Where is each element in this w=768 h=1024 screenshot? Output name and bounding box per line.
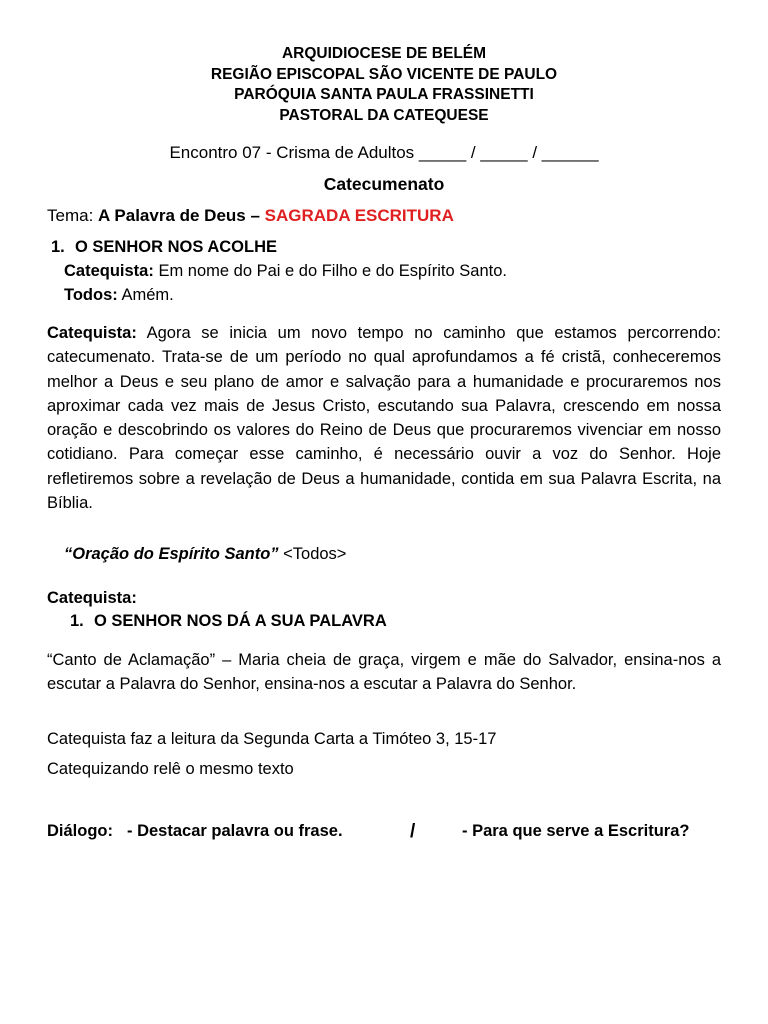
all-text: Amém. [117,286,174,304]
section2-speaker: Catequista: [47,589,137,607]
header-archdiocese: ARQUIDIOCESE DE BELÉM [281,45,487,62]
section2-title: O SENHOR NOS DÁ A SUA PALAVRA [94,612,387,630]
dialogue-separator: / [410,821,416,842]
dialogue-item1: - Destacar palavra ou frase. [127,822,343,840]
intro-text: Agora se inicia um novo tempo no caminho que estamos percorrendo: catecumenato. Trata-se de um período no qual aprofundamos a fé cristã, conheceremos melhor a Deus e seu plano de amor e salvação para a humanidade e procuraremos nos aproximar cada vez mais de Jesus Cristo, escutando sua Palavra, crescendo em nossa oração e descobrindo os valores do Reino de Deus que procuraremos vivenciar em nosso cotidiano. Para começar esse caminho, é necessário ouvir a voz do Senhor. Hoje refletiremos sobre a revelação de Deus a humanidade, contida em sua Palavra Escrita, na Bíblia. [47,324,721,513]
document-header [0,44,768,126]
theme-bold: A Palavra de Deus – [98,206,265,225]
section1-number: 1. [51,238,65,256]
header-region: REGIÃO EPISCOPAL SÃO VICENTE DE PAULO [210,65,558,83]
catechist-text: Em nome do Pai e do Filho e do Espírito Santo. [153,262,507,280]
section2-heading [70,610,387,633]
page-title: Catecumenato [323,174,445,194]
catechist-speaker: Catequista: [64,262,154,280]
section1-heading [51,236,277,259]
theme-red: SAGRADA ESCRITURA [264,206,454,225]
intro-paragraph [47,321,721,515]
canto-paragraph: “Canto de Aclamação” – Maria cheia de graça, virgem e mãe do Salvador, ensina-nos a escutar a Palavra do Senhor, ensina-nos a escutar a Palavra do Senhor. [47,651,721,694]
section2-number: 1. [70,612,84,630]
dialogue-item2: - Para que serve a Escritura? [462,822,690,840]
encounter-line: Encontro 07 - Crisma de Adultos _____ / _____ / ______ [169,143,599,162]
prayer-title: “Oração do Espírito Santo” [64,545,279,563]
reading-line: Catequista faz a leitura da Segunda Carta a Timóteo 3, 15-17 [47,730,497,748]
theme-line [47,204,454,228]
prayer-line [64,543,346,566]
section1-title: O SENHOR NOS ACOLHE [75,238,277,256]
header-pastoral: PASTORAL DA CATEQUESE [279,106,489,124]
intro-speaker: Catequista: [47,324,137,342]
section1-line2 [64,284,174,307]
theme-label: Tema: [47,206,99,225]
dialogue-label: Diálogo: [47,822,113,840]
prayer-who: <Todos> [278,545,347,563]
section1-line1 [64,260,507,283]
header-parish: PARÓQUIA SANTA PAULA FRASSINETTI [234,86,534,103]
reread-line: Catequizando relê o mesmo texto [47,760,294,778]
all-speaker: Todos: [64,286,118,304]
